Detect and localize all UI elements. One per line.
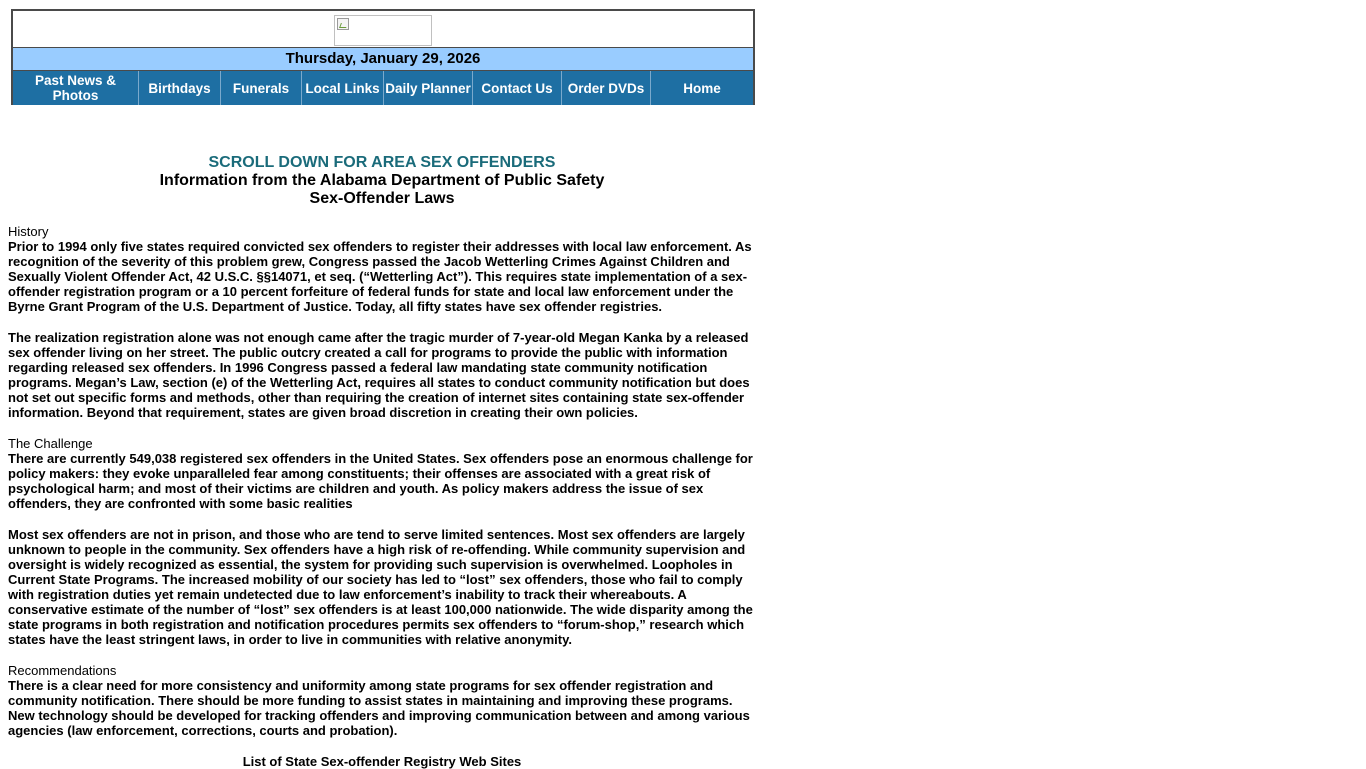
history-paragraph-1: Prior to 1994 only five states required convicted sex offenders to register their addresses with local law enforcement. As recognition of the severity of this problem grew, Congress passed the Jacob Wetterling Crimes Against Children and Sexually Violent Offender Act, 42 U.S.C. §§14071, et seq. (“Wetterling Act”). This requires state implementation of a sex-offender registration program or a 10 percent forfeiture of federal funds for state and local law enforcement under the Byrne Grant Program of the U.S. Department of Justice. Today, all fifty states have sex offender registries. [8,239,752,314]
challenge-paragraph-2: Most sex offenders are not in prison, and those who are tend to serve limited sentences. Most sex offenders are largely unknown to people in the community. Sex offenders have a high risk of re-offending. While community supervision and oversight is widely recognized as essential, the system for providing such supervision is overwhelmed. Loopholes in Current State Programs. The increased mobility of our society has led to “lost” sex offenders, those who fail to comply with registration duties yet remain undetected due to law enforcement’s inability to track their whereabouts. A conservative estimate of the number of “lost” sex offenders is at least 100,000 nationwide. The wide disparity among the state programs in both registration and notification procedures permits sex offenders to “forum-shop,” research which states have the least stringent laws, in order to live in communities with relative anonymity. [8,527,753,647]
page-title: Sex-Offender Laws [309,190,455,207]
nav-home[interactable]: Home [683,80,721,96]
scroll-down-notice: SCROLL DOWN FOR AREA SEX OFFENDERS [208,154,556,171]
nav-order-dvds[interactable]: Order DVDs [562,71,651,105]
registry-list-heading: List of State Sex-offender Registry Web Sites [242,754,522,769]
header-table [11,9,755,105]
history-paragraph-2: The realization registration alone was not enough came after the tragic murder of 7-year-old Megan Kanka by a released sex offender living on her street. The public outcry created a call for programs to provide the public with information regarding released sex offenders. In 1996 Congress passed a federal law mandating state community notification programs. Megan’s Law, section (e) of the Wetterling Act, requires all states to conduct community notification but does not set out specific forms and methods, other than requiring the creation of internet sites containing state sex-offender information. Beyond that requirement, states are given broad discretion in creating their own policies. [8,330,750,420]
source-heading: Information from the Alabama Department of Public Safety [159,172,605,189]
nav-bar [13,71,753,105]
nav-daily-planner[interactable]: Daily Planner [384,71,473,105]
nav-local-links[interactable]: Local Links [302,71,384,105]
image-placeholder-icon [337,18,349,30]
logo-row [13,11,753,48]
broken-image-icon [334,15,432,46]
nav-contact-us[interactable]: Contact Us [473,71,562,105]
challenge-heading: The Challenge [8,436,93,451]
nav-birthdays[interactable]: Birthdays [139,71,221,105]
nav-past-news-photos[interactable]: Past News & Photos [13,71,139,105]
history-heading: History [8,224,49,239]
challenge-paragraph-1: There are currently 549,038 registered sex offenders in the United States. Sex offenders pose an enormous challenge for policy makers: they evoke unparalleled fear among constituents; their offenses are associated with a great risk of psychological harm; and most of their victims are children and youth. As policy makers address the issue of sex offenders, they are confronted with some basic realities [8,451,753,511]
current-date: Thursday, January 29, 2026 [13,48,753,71]
recommendations-heading: Recommendations [8,663,117,678]
article-content [8,154,756,769]
nav-funerals[interactable]: Funerals [221,71,302,105]
recommendations-paragraph: There is a clear need for more consistency and uniformity among state programs for sex offender registration and community notification. There should be more funding to assist states in maintaining and improving these programs. New technology should be developed for tracking offenders and improving communication between and among various agencies (law enforcement, corrections, courts and probation). [8,678,750,738]
